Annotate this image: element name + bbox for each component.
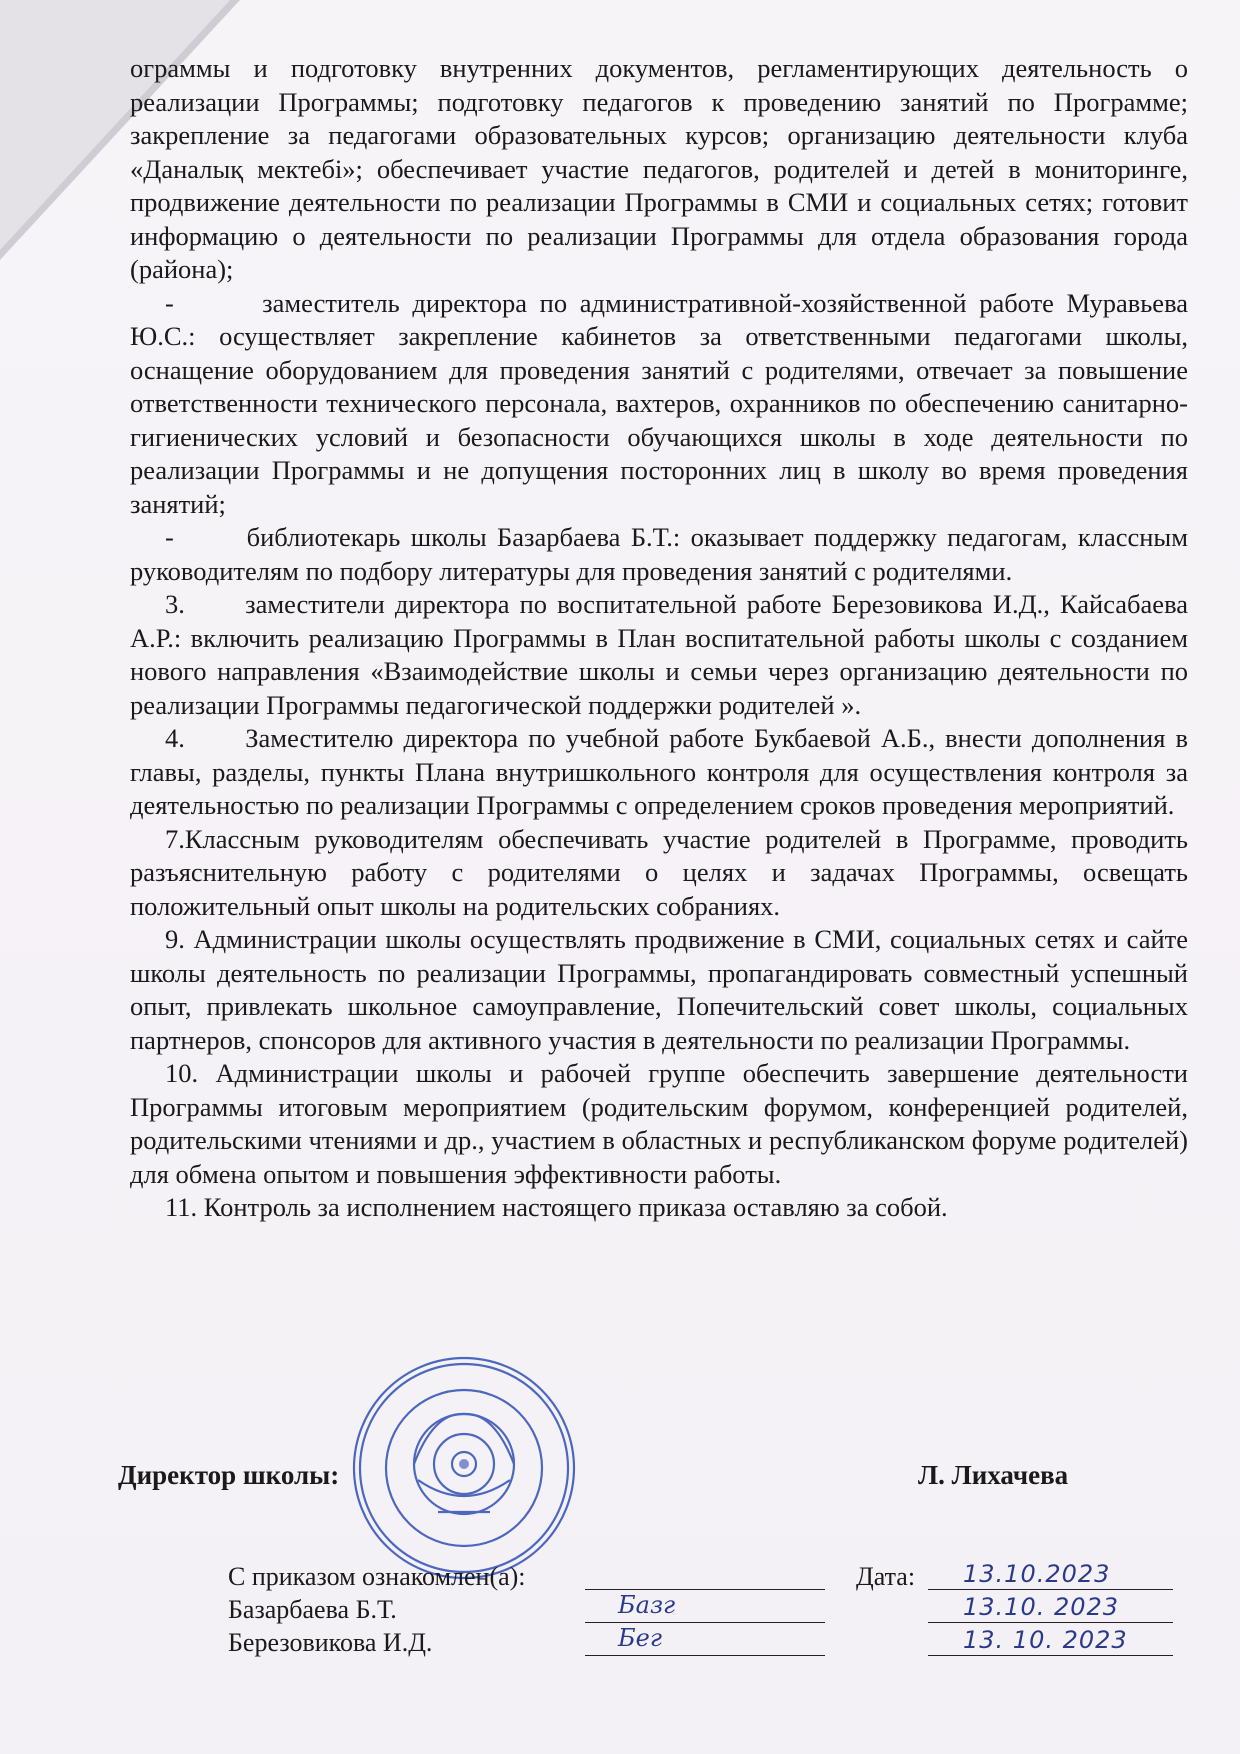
handwritten-signature: Бег [618, 1624, 662, 1652]
paragraph: - заместитель директора по административной-хозяйственной работе Муравьева Ю.С.: осуществляет закрепление кабинетов за ответственными педагогами школы, оснащение оборудованием для проведения занятий с родителями, отвечает за повышение ответственности технического персонала, вахтеров, охранников по обеспечению санитарно-гигиенических условий и безопасности обучающихся школы в ходе деятельности по реализации Программы и не допущения посторонних лиц в школу во время проведения занятий; [130, 287, 1188, 519]
acknowledgement-block [228, 1560, 1178, 1659]
date-value: 13.10. 2023 [963, 1593, 1120, 1621]
director-name: Л. Лихачева [918, 1460, 1069, 1490]
ack-row [228, 1626, 1178, 1659]
paragraph: ограммы и подготовку внутренних документов, регламентирующих деятельность о реализации Программы; подготовку педагогов к проведению занятий по Программе; закрепление за педагогами образовательных курсов; организацию деятельности клуба «Даналық мектебі»; обеспечивает участие педагогов, родителей и детей в мониторинге, продвижение деятельности по реализации Программы в СМИ и социальных сетях; готовит информацию о деятельности по реализации Программы для отдела образования города (района); [130, 53, 1188, 284]
director-title: Директор школы: [118, 1460, 340, 1490]
handwritten-signature: Базг [618, 1591, 676, 1619]
signature-line [585, 1655, 825, 1656]
paragraph: 3. заместители директора по воспитательной работе Березовикова И.Д., Кайсабаева А.Р.: включить реализацию Программы в План воспитательной работы школы с созданием нового направления «Взаимодействие школы и семьи через организацию деятельности по реализации Программы педагогической поддержки родителей ». [130, 589, 1188, 720]
paragraph: 9. Администрации школы осуществлять продвижение в СМИ, социальных сетях и сайте школы деятельность по реализации Программы, пропагандировать совместный успешный опыт, привлекать школьное самоуправление, Попечительский совет школы, социальных партнеров, спонсоров для активного участия в деятельности по реализации Программы. [130, 924, 1188, 1055]
ack-name: Березовикова И.Д. [228, 1628, 433, 1657]
date-value: 13.10.2023 [963, 1560, 1111, 1588]
paragraph: 10. Администрации школы и рабочей группе обеспечить завершение деятельности Программы итоговым мероприятием (родительским форумом, конференцией родителей, родительскими чтениями и др., участием в областных и республиканском форуме родителей) для обмена опытом и повышения эффективности работы. [130, 1058, 1188, 1189]
date-label: Дата: [856, 1562, 916, 1591]
paragraph: 11. Контроль за исполнением настоящего приказа оставляю за собой. [165, 1192, 948, 1222]
ack-row [228, 1593, 1178, 1626]
date-value: 13. 10. 2023 [963, 1626, 1128, 1654]
paragraph: 4. Заместителю директора по учебной работе Букбаевой А.Б., внести дополнения в главы, разделы, пункты Плана внутришкольного контроля для осуществления контроля за деятельностью по реализации Программы с определением сроков проведения мероприятий. [130, 723, 1188, 820]
order-body [130, 52, 1188, 1225]
ack-header-row [228, 1560, 1178, 1593]
school-seal [348, 1352, 580, 1584]
ack-label: С приказом ознакомлен(а): [228, 1562, 526, 1591]
paragraph: 7.Классным руководителям обеспечивать участие родителей в Программе, проводить разъяснительную работу с родителями о целях и задачах Программы, освещать положительный опыт школы на родительских собраниях. [130, 823, 1188, 921]
paragraph: - библиотекарь школы Базарбаева Б.Т.: оказывает поддержку педагогам, классным руководителям по подбору литературы для проведения занятий с родителями. [130, 522, 1188, 586]
ack-name: Базарбаева Б.Т. [228, 1595, 397, 1624]
